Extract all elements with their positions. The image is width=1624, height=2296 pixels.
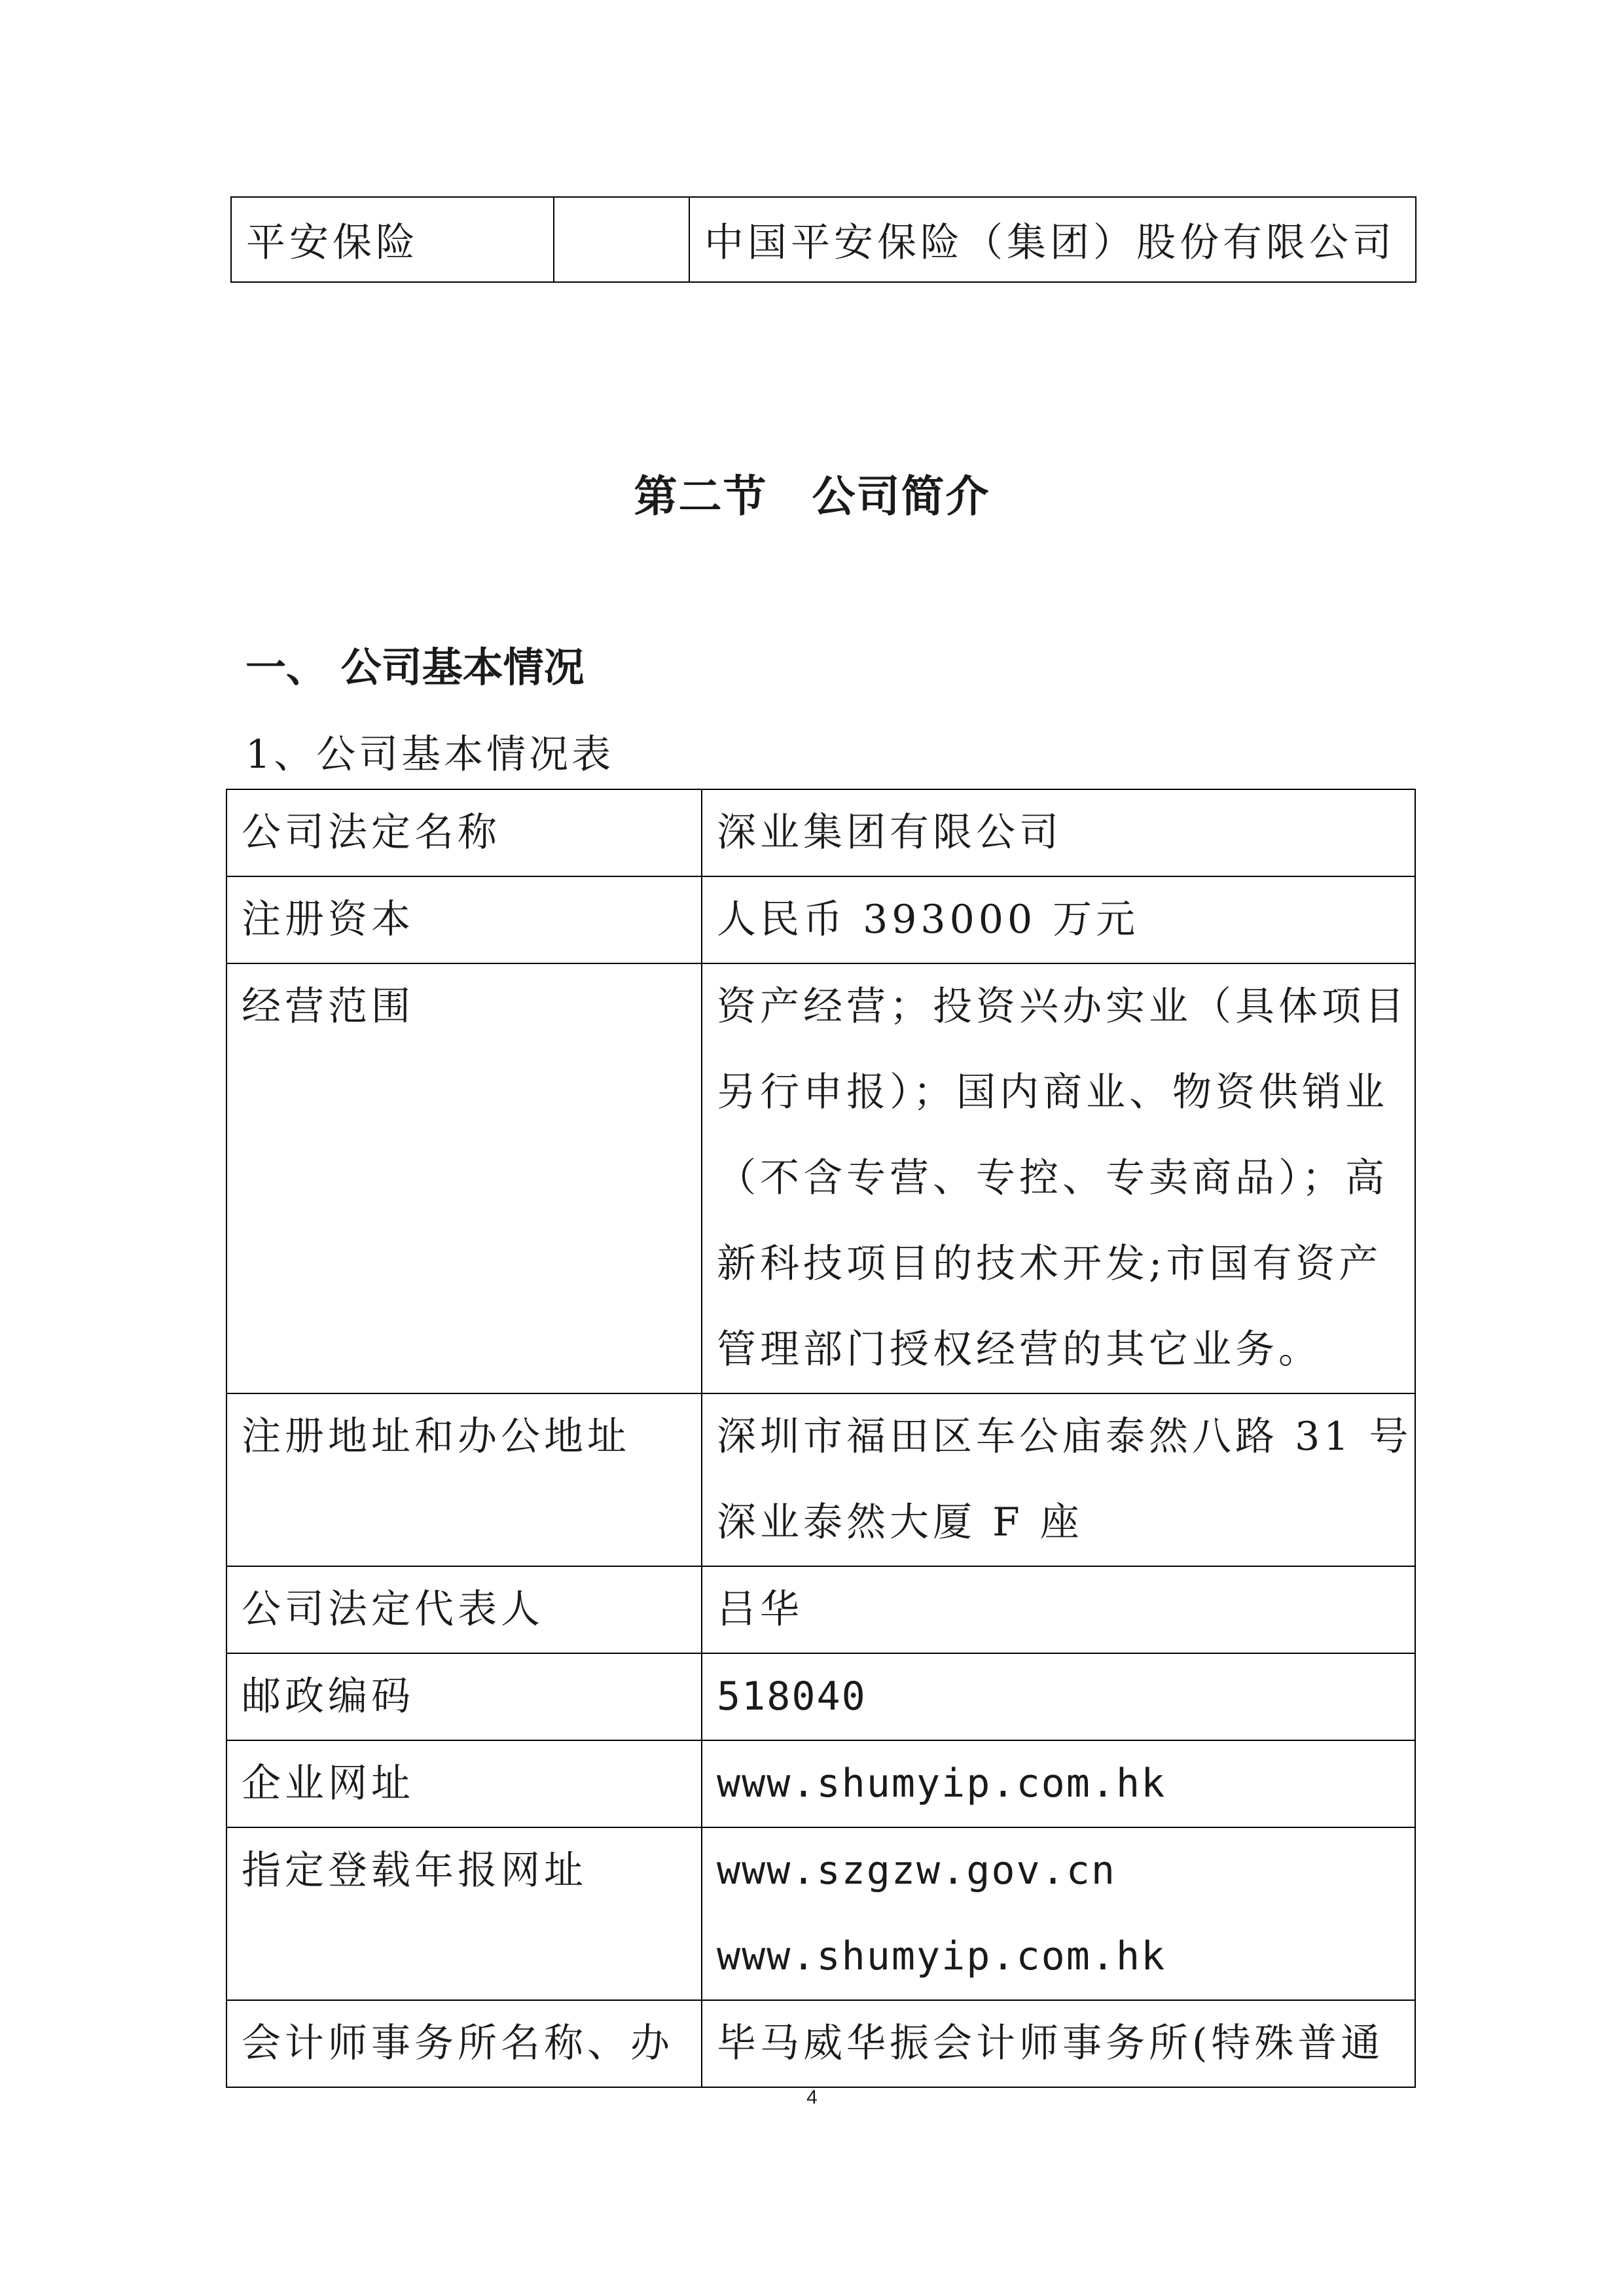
table-row: [226, 876, 1415, 963]
shareholder-short-name: 平安保险: [231, 197, 554, 282]
auditor-name: 毕马威华振会计师事务所(特殊普通: [702, 2000, 1415, 2087]
table-row: [226, 1393, 1415, 1566]
table-row: [226, 1653, 1415, 1740]
company-website: www.shumyip.com.hk: [702, 1740, 1415, 1827]
row-label: 指定登载年报网址: [226, 1827, 702, 2000]
table-row: [226, 963, 1415, 1393]
table-row: [226, 1740, 1415, 1827]
table-row: [226, 1566, 1415, 1653]
registered-address: [702, 1393, 1415, 1566]
subsection-heading: 一、 公司基本情况: [245, 643, 585, 691]
table-row: [226, 789, 1415, 876]
row-label: 企业网址: [226, 1740, 702, 1827]
shareholder-full-name: 中国平安保险（集团）股份有限公司: [689, 197, 1416, 282]
row-label: 注册地址和办公地址: [226, 1393, 702, 1566]
row-label: 邮政编码: [226, 1653, 702, 1740]
registered-capital: 人民币 393000 万元: [702, 876, 1415, 963]
address-line: 深圳市福田区车公庙泰然八路 31 号: [717, 1414, 1413, 1460]
report-website-line: www.szgzw.gov.cn: [717, 1848, 1116, 1893]
address-line: 深业泰然大厦 F 座: [717, 1499, 1083, 1545]
report-website-line: www.shumyip.com.hk: [717, 1933, 1166, 1979]
business-scope-line: （不含专营、专控、专卖商品）；高: [717, 1155, 1388, 1201]
table-row: [226, 2000, 1415, 2087]
business-scope-line: 另行申报）；国内商业、物资供销业: [717, 1069, 1388, 1115]
shareholder-table-continuation: [230, 196, 1416, 283]
annual-report-websites: [702, 1827, 1415, 2000]
row-label: 公司法定名称: [226, 789, 702, 876]
row-label: 经营范围: [226, 963, 702, 1393]
section-title: 第二节 公司简介: [634, 471, 990, 522]
row-label: 会计师事务所名称、办: [226, 2000, 702, 2087]
row-label: 公司法定代表人: [226, 1566, 702, 1653]
company-info-table: [226, 789, 1416, 2088]
business-scope-line: 管理部门授权经营的其它业务。: [717, 1327, 1322, 1372]
page-number: 4: [806, 2087, 818, 2108]
table-row: [226, 1827, 1415, 2000]
table-caption: 1、公司基本情况表: [245, 732, 615, 778]
table-row: [231, 197, 1416, 282]
postal-code: 518040: [702, 1653, 1415, 1740]
company-legal-name: 深业集团有限公司: [702, 789, 1415, 876]
legal-representative: 吕华: [702, 1566, 1415, 1653]
shareholder-empty-cell: [554, 197, 689, 282]
row-label: 注册资本: [226, 876, 702, 963]
business-scope-line: 新科技项目的技术开发;市国有资产: [717, 1241, 1382, 1287]
business-scope: [702, 963, 1415, 1393]
business-scope-line: 资产经营；投资兴办实业（具体项目: [717, 984, 1408, 1030]
